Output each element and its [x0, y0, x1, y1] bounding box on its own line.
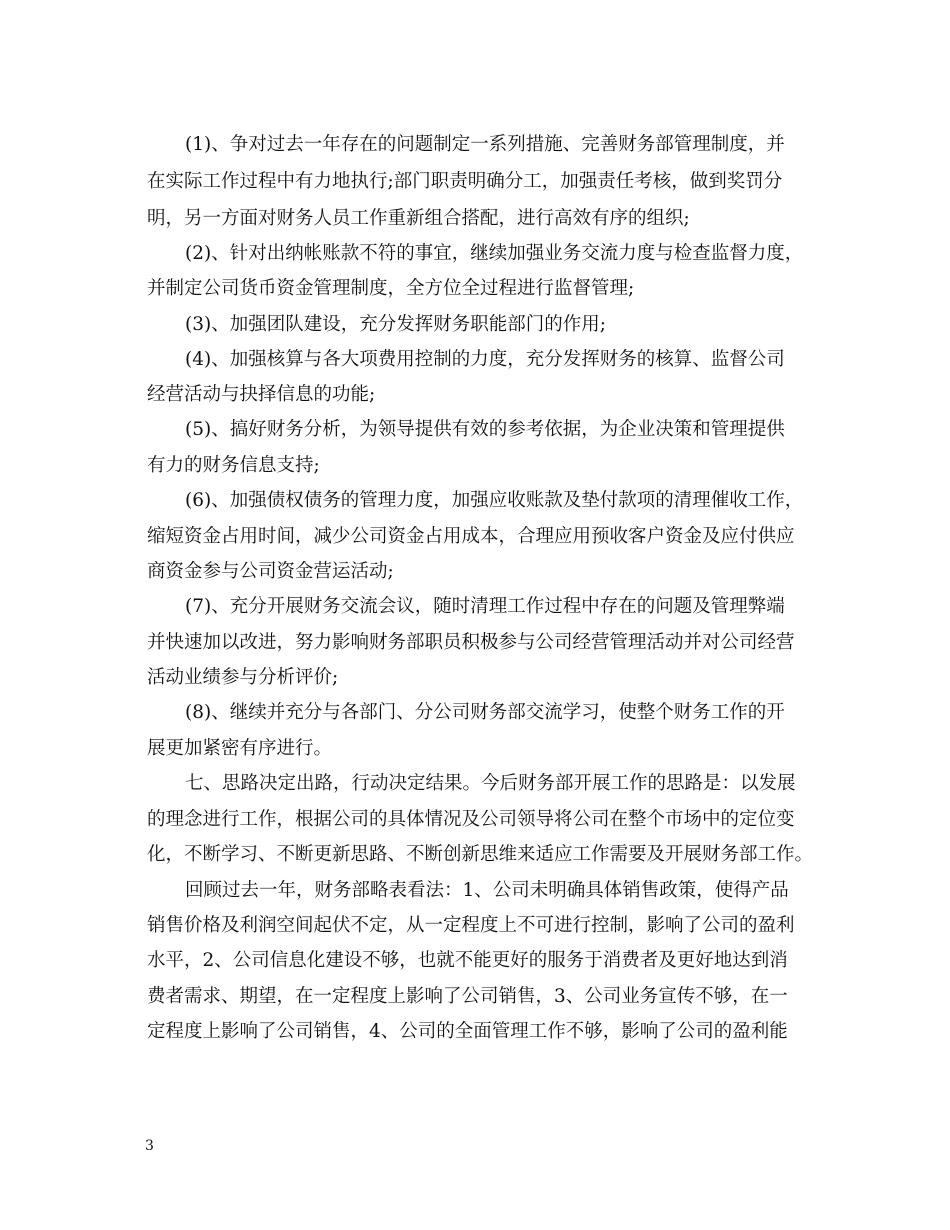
paragraph-5-line-2: 有力的财务信息支持;	[147, 455, 320, 476]
paragraph-3-line-1: (3)、加强团队建设，充分发挥财务职能部门的作用;	[185, 314, 606, 335]
paragraph-10-line-1: 回顾过去一年，财务部略表看法：1、公司未明确具体销售政策，使得产品	[185, 880, 789, 901]
page-number: 3	[145, 1138, 154, 1154]
paragraph-6-line-2: 缩短资金占用时间，减少公司资金占用成本，合理应用预收客户资金及应付供应	[147, 526, 795, 547]
paragraph-9-line-1: 七、思路决定出路，行动决定结果。今后财务部开展工作的思路是：以发展	[185, 773, 796, 794]
paragraph-9-line-3: 化，不断学习、不断更新思路、不断创新思维来适应工作需要及开展财务部工作。	[147, 844, 814, 865]
paragraph-5-line-1: (5)、搞好财务分析，为领导提供有效的参考依据，为企业决策和管理提供	[185, 419, 785, 440]
paragraph-10-line-2: 销售价格及利润空间起伏不定，从一定程度上不可进行控制，影响了公司的盈利	[147, 915, 795, 936]
paragraph-1-line-1: (1)、争对过去一年存在的问题制定一系列措施、完善财务部管理制度，并	[185, 134, 785, 155]
paragraph-6-line-3: 商资金参与公司资金营运活动;	[147, 561, 394, 582]
paragraph-10-line-3: 水平，2、公司信息化建设不够，也就不能更好的服务于消费者及更好地达到消	[147, 950, 788, 971]
paragraph-2-line-1: (2)、针对出纳帐账款不符的事宜，继续加强业务交流力度与检查监督力度，	[185, 243, 804, 264]
paragraph-10-line-5: 定程度上影响了公司销售，4、公司的全面管理工作不够，影响了公司的盈利能	[147, 1021, 788, 1042]
paragraph-4-line-2: 经营活动与抉择信息的功能;	[147, 384, 376, 405]
paragraph-10-line-4: 费者需求、期望，在一定程度上影响了公司销售，3、公司业务宣传不够，在一	[147, 986, 788, 1007]
paragraph-9-line-2: 的理念进行工作，根据公司的具体情况及公司领导将公司在整个市场中的定位变	[147, 809, 795, 830]
paragraph-6-line-1: (6)、加强债权债务的管理力度，加强应收账款及垫付款项的清理催收工作，	[185, 490, 804, 511]
paragraph-1-line-2: 在实际工作过程中有力地执行;部门职责明确分工，加强责任考核，做到奖罚分	[147, 171, 783, 192]
paragraph-8-line-1: (8)、继续并充分与各部门、分公司财务部交流学习，使整个财务工作的开	[185, 702, 785, 723]
paragraph-8-line-2: 展更加紧密有序进行。	[147, 738, 333, 759]
paragraph-7-line-3: 活动业绩参与分析评价;	[147, 667, 339, 688]
paragraph-2-line-2: 并制定公司货币资金管理制度，全方位全过程进行监督管理;	[147, 278, 635, 299]
paragraph-4-line-1: (4)、加强核算与各大项费用控制的力度，充分发挥财务的核算、监督公司	[185, 349, 785, 370]
paragraph-7-line-1: (7)、充分开展财务交流会议，随时清理工作过程中存在的问题及管理弊端	[185, 596, 785, 617]
paragraph-7-line-2: 并快速加以改进，努力影响财务部职员积极参与公司经营管理活动并对公司经营	[147, 632, 795, 653]
paragraph-1-line-3: 明，另一方面对财务人员工作重新组合搭配，进行高效有序的组织;	[147, 208, 690, 229]
